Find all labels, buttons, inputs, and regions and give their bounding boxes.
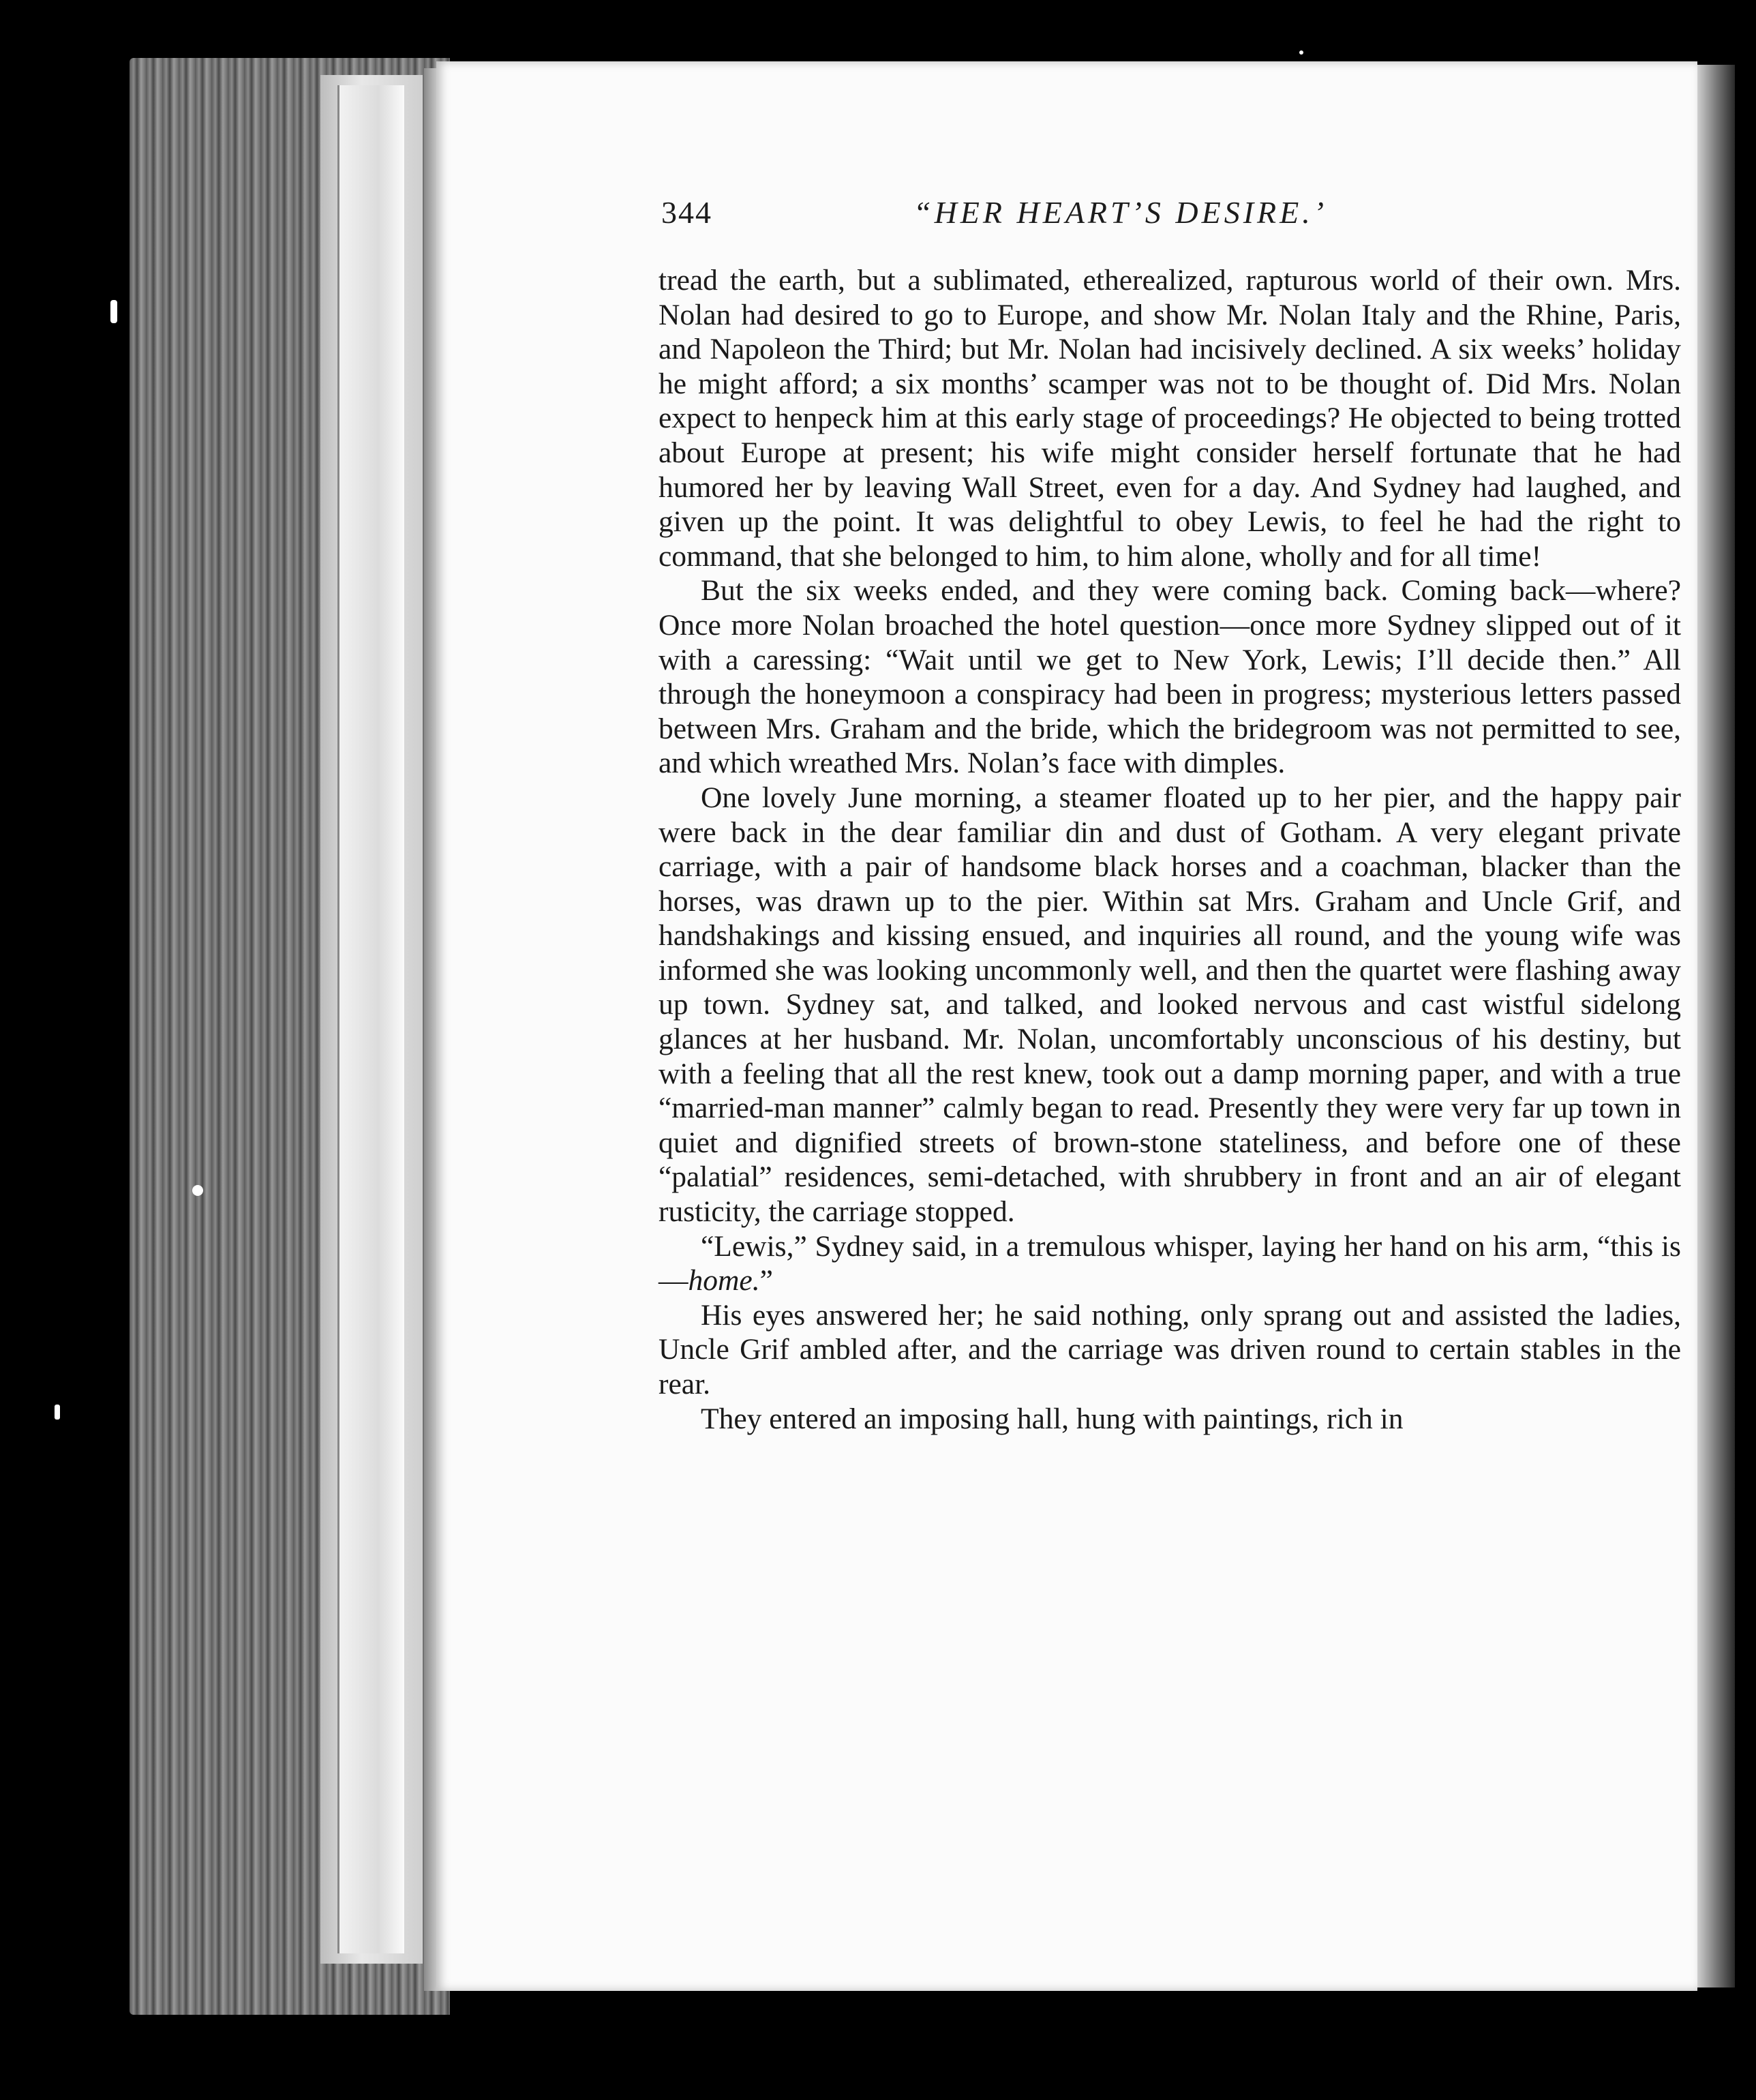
paragraph-2: But the six weeks ended, and they were coming back. Coming back—where? Once more Nolan broached the hotel question—once more Sydney slipped out of it with a caressing: “Wait until we get to New York, Lewis; I’ll decide then.” All through the honeymoon a conspiracy had been in progress; mysterious letters passed between Mrs. Graham and the bride, which the bridegroom was not permitted to see, and which wreathed Mrs. Nolan’s face with dimples. <box>658 574 1681 780</box>
running-head: “HER HEART’S DESIRE.’ <box>913 195 1328 230</box>
page-header <box>661 194 1684 249</box>
speck <box>1299 50 1303 55</box>
speck <box>192 1185 203 1196</box>
book-page <box>436 61 1697 1991</box>
paragraph-dialogue <box>658 1229 1681 1298</box>
speck <box>110 300 117 323</box>
page-number: 344 <box>661 195 712 230</box>
right-page-edge <box>1697 65 1735 1987</box>
dialogue-emphasis: home. <box>688 1264 760 1298</box>
page-stack-inner-edge <box>337 85 404 1953</box>
dialogue-text: “Lewis,” Sydney said, in a tremulous whisper, laying her hand on his arm, “this is— <box>658 1229 1681 1298</box>
paragraph-1: tread the earth, but a sublimated, etherealized, rapturous world of their own. Mrs. Nolan had desired to go to Europe, and show Mr. Nolan Italy and the Rhine, Paris, and Napoleon the Third; but Mr. Nolan had incisively declined. A six weeks’ holiday he might afford; a six months’ scamper was not to be thought of. Did Mrs. Nolan expect to henpeck him at this early stage of proceedings? He objected to being trotted about Europe at present; his wife might consider herself fortunate that he had humored her by leaving Wall Street, even for a day. And Sydney had laughed, and given up the point. It was delightful to obey Lewis, to feel he had the right to command, that she belonged to him, to him alone, wholly and for all time! <box>658 264 1681 573</box>
speck <box>55 1405 60 1420</box>
paragraph-6: They entered an imposing hall, hung with paintings, rich in <box>701 1402 1404 1435</box>
paragraph-3: One lovely June morning, a steamer floated up to her pier, and the happy pair were back in the dear familiar din and dust of Gotham. A very elegant private carriage, with a pair of handsome black horses and a coachman, blacker than the horses, was drawn up to the pier. Within sat Mrs. Graham and Uncle Grif, and handshakings and kissing ensued, and inquiries all round, and the young wife was informed she was looking uncommonly well, and then the quartet were flashing away up town. Sydney sat, and talked, and looked nervous and cast wistful sidelong glances at her husband. Mr. Nolan, uncomfortably unconscious of his destiny, but with a feeling that all the rest knew, took out a damp morning paper, and with a true “married-man manner” calmly began to read. Presently they were very far up town in quiet and dignified streets of brown-stone stateliness, and before one of these “palatial” residences, semi-detached, with shrubbery in front and an air of elegant rusticity, the carriage stopped. <box>658 781 1681 1229</box>
paragraph-5: His eyes answered her; he said nothing, only sprang out and assisted the ladies, Uncle Grif ambled after, and the carriage was driven round to certain stables in the rear. <box>658 1298 1681 1400</box>
body-text <box>658 263 1681 1436</box>
dialogue-close: ” <box>759 1264 773 1298</box>
